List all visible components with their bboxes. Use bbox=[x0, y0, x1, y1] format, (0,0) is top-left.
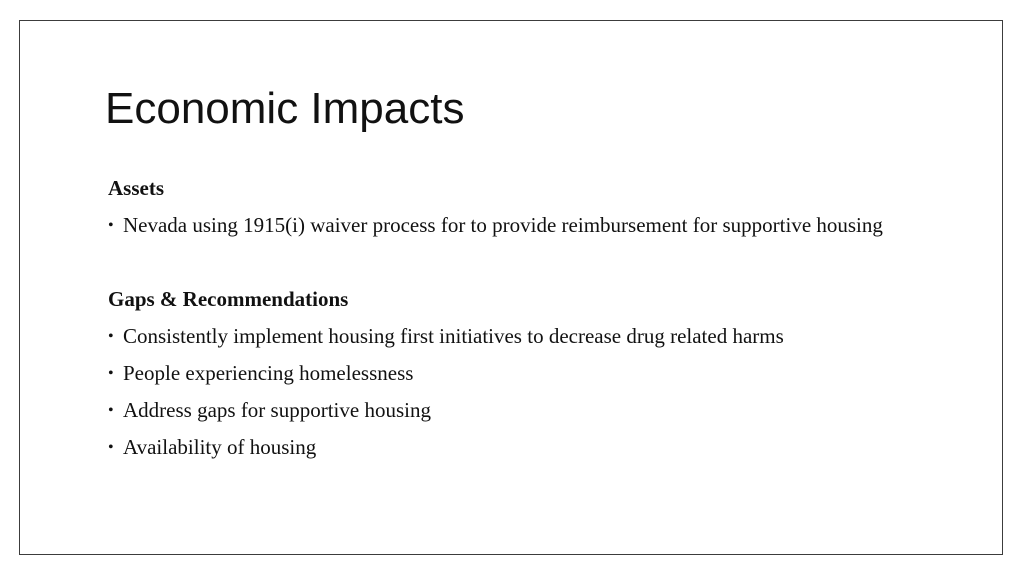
slide-title: Economic Impacts bbox=[105, 84, 465, 133]
list-item: • People experiencing homelessness bbox=[108, 358, 908, 389]
gaps-list bbox=[108, 321, 908, 463]
assets-heading: Assets bbox=[108, 176, 164, 200]
list-item: • Nevada using 1915(i) waiver process for to provide reimbursement for supportive housing bbox=[108, 210, 908, 241]
slide-content bbox=[108, 173, 908, 463]
gaps-section bbox=[108, 284, 908, 463]
list-item: • Consistently implement housing first initiatives to decrease drug related harms bbox=[108, 321, 908, 352]
gaps-heading: Gaps & Recommendations bbox=[108, 287, 349, 311]
assets-list bbox=[108, 210, 908, 241]
list-item: • Address gaps for supportive housing bbox=[108, 395, 908, 426]
slide bbox=[19, 20, 1003, 555]
assets-section bbox=[108, 173, 908, 241]
list-item: • Availability of housing bbox=[108, 432, 908, 463]
